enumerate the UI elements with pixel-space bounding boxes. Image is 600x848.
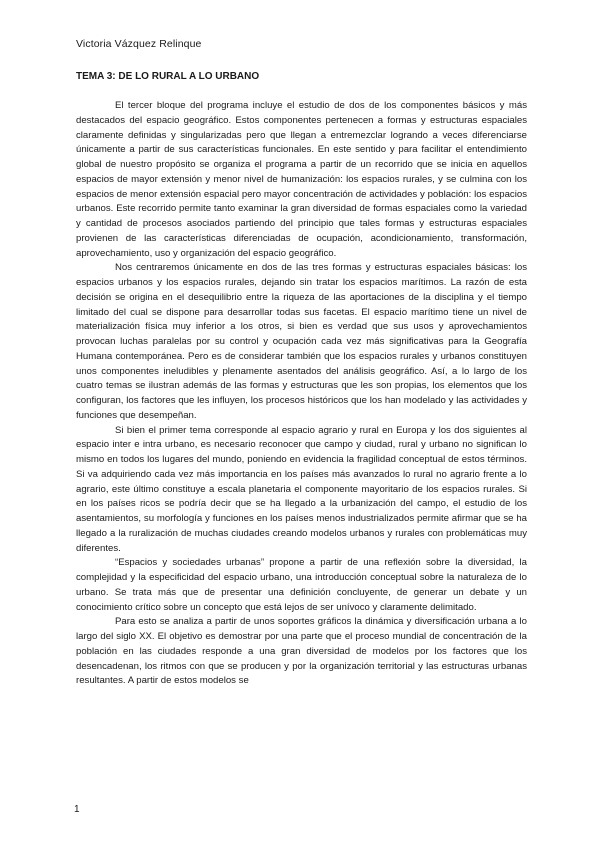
paragraph: Nos centraremos únicamente en dos de las tres formas y estructuras espaciales básicas: los espacios urbanos y los espacios rurales, dejando sin tratar los espacios marítimos. La razón de esta decisión se origina en el desequilibrio entre la riqueza de las aportaciones de la disciplina y el tiempo limitado del cual se dispone para desarrollar todas sus facetas. El espacio marítimo tiene un nivel de materialización física muy inferior a los otros, si bien es verdad que sus usos y aprovechamientos provocan luchas paralelas por su control y ocupación cada vez más significativas para la Geografía Humana contemporánea. Pero es de considerar también que los espacios rurales y urbanos constituyen unos componentes ineludibles y plenamente asentados del análisis geográfico. Así, a lo largo de los cuatro temas se ilustran además de las formas y estructuras que les son propias, los elementos que los configuran, los factores que les influyen, los procesos históricos que los han modelado y las actividades y funciones que desempeñan. [76, 262, 527, 421]
body-text [76, 99, 527, 689]
paragraph: El tercer bloque del programa incluye el estudio de dos de los componentes básicos y más destacados del espacio geográfico. Estos componentes pertenecen a formas y estructuras espaciales claramente definidas y singularizadas pero que llegan a entremezclar logrando a veces diferenciarse únicamente a partir de sus características funcionales. En este sentido y para facilitar el entendimiento global de nuestro propósito se organiza el programa a partir de un recorrido que se inicia en aquellos espacios de mayor extensión y menor nivel de humanización: los espacios rurales, y se culmina con los espacios de menor extensión espacial pero mayor concentración de actividades y población: los espacios urbanos. Este recorrido permite tanto examinar la gran diversidad de formas espaciales como la variedad y cantidad de procesos asociados partiendo del principio que tales formas y estructuras espaciales provienen de las características diferenciadas de ocupación, acondicionamiento, transformación, aprovechamiento, uso y organización del espacio geográfico. [76, 100, 527, 259]
page-number: 1 [74, 804, 80, 815]
paragraph: Si bien el primer tema corresponde al espacio agrario y rural en Europa y los dos siguientes al espacio inter e intra urbano, es necesario reconocer que campo y ciudad, rural y urbano no significan lo mismo en todos los lugares del mundo, poniendo en evidencia la fragilidad conceptual de estos términos. Si va adquiriendo cada vez más importancia en los países más avanzados lo rural no agrario frente a lo agrario, este último constituye a escala planetaria el componente mayoritario de los espacios rurales. Si en los países ricos se podría decir que se ha llegado a la urbanización del campo, el estudio de los asentamientos, su morfología y funciones en los países menos industrializados permite afirmar que se ha llegado a la ruralización de muchas ciudades creando modelos urbanos y rurales con problemáticas muy diferentes. [76, 424, 527, 554]
paragraph: Para esto se analiza a partir de unos soportes gráficos la dinámica y diversificación urbana a lo largo del siglo XX. El objetivo es demostrar por una parte que el proceso mundial de concentración de la población en las ciudades responde a una gran diversidad de modelos por los factores que los desencadenan, los ritmos con que se producen y por la organización territorial y las estructuras urbanas resultantes. A partir de estos modelos se [76, 616, 527, 687]
paragraph: “Espacios y sociedades urbanas” propone a partir de una reflexión sobre la diversidad, la complejidad y la especificidad del espacio urbano, una introducción conceptual sobre la naturaleza de lo urbano. Se trata más que de presentar una definición concluyente, de generar un debate y un conocimiento crítico sobre un concepto que está lejos de ser unívoco y claramente delimitado. [76, 557, 527, 613]
section-title: TEMA 3: DE LO RURAL A LO URBANO [76, 71, 260, 82]
page-header-author: Victoria Vázquez Relinque [76, 38, 202, 50]
